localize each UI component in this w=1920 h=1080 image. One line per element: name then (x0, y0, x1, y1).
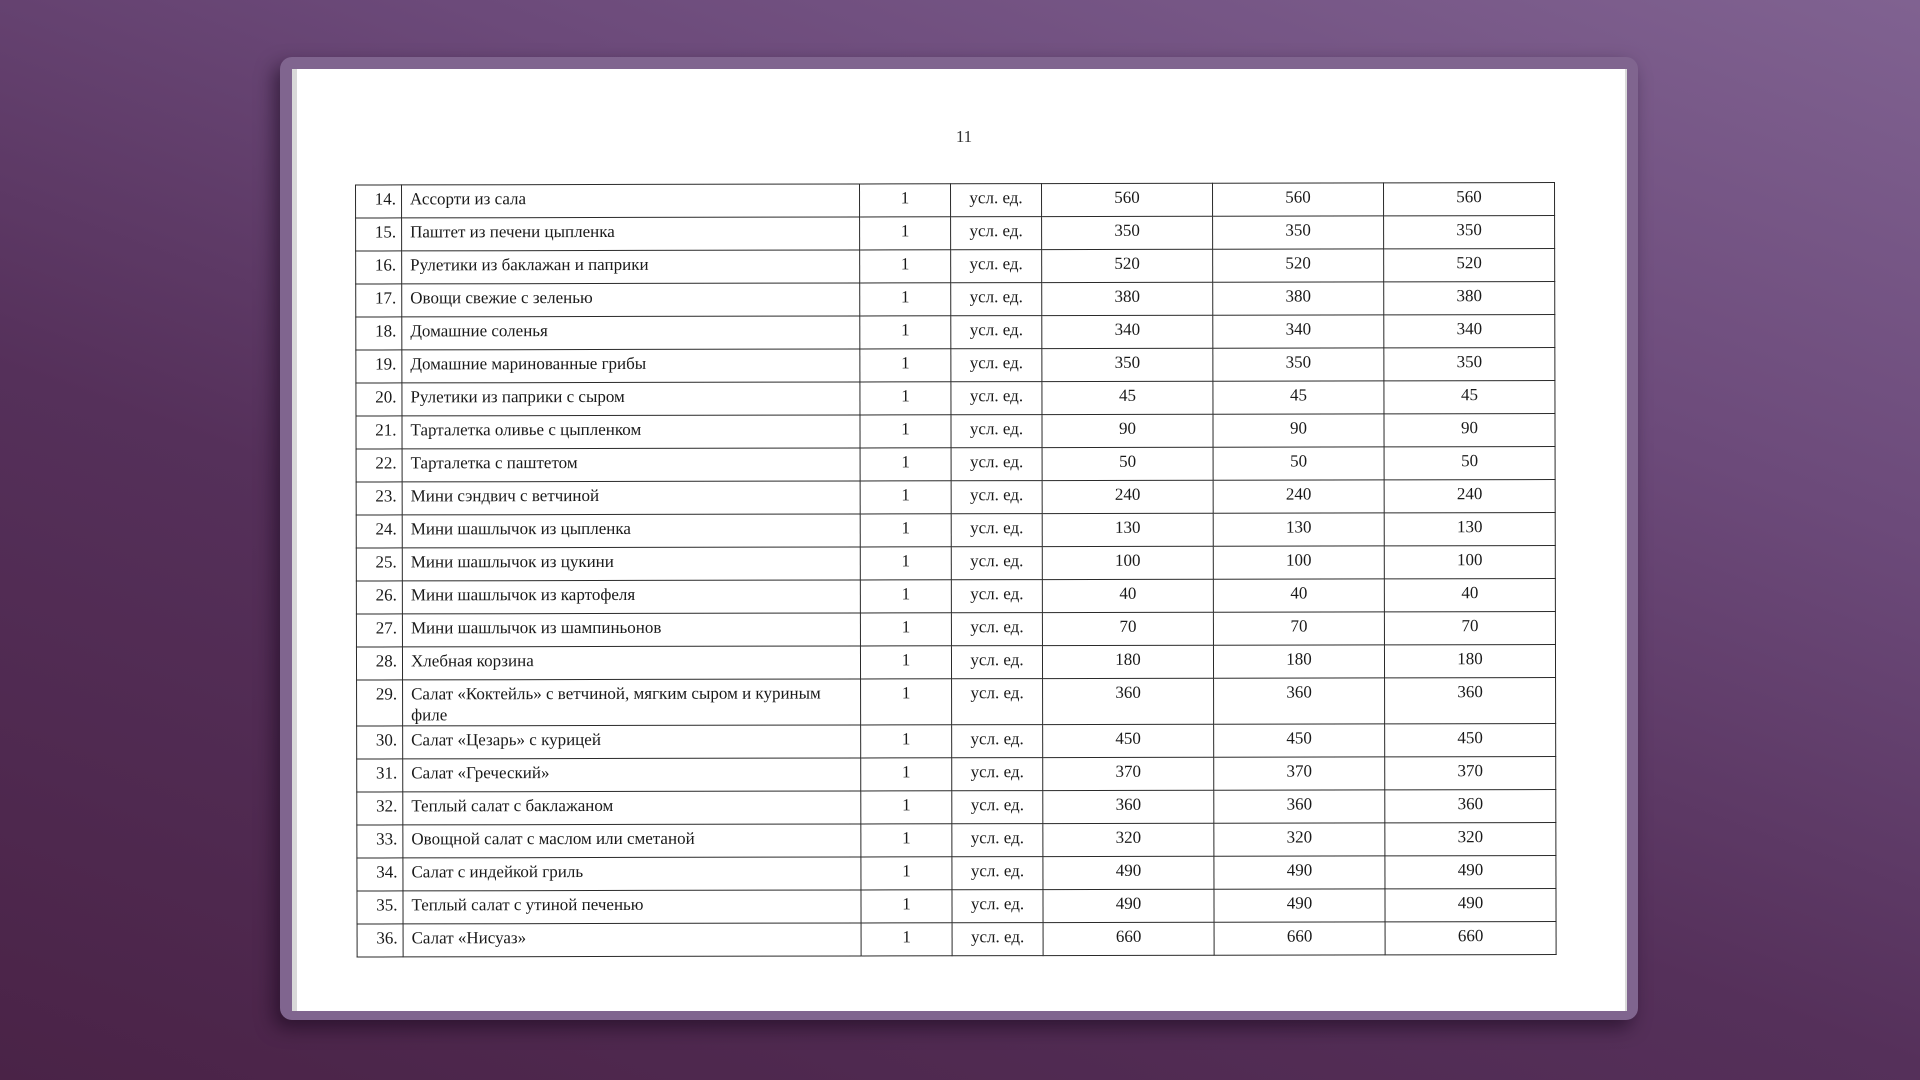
price-column-2: 70 (1213, 612, 1384, 645)
price-column-1: 350 (1042, 348, 1213, 381)
item-unit: усл. ед. (951, 415, 1042, 448)
table-row (357, 723, 1556, 759)
price-table-body (356, 183, 1557, 958)
price-column-1: 350 (1042, 216, 1213, 249)
price-column-2: 490 (1214, 856, 1385, 889)
item-quantity: 1 (861, 758, 952, 791)
item-quantity: 1 (860, 547, 951, 580)
item-name: Рулетики из паприки с сыром (402, 382, 860, 416)
item-quantity: 1 (860, 580, 951, 613)
price-column-2: 560 (1213, 183, 1384, 216)
price-column-1: 45 (1042, 381, 1213, 414)
item-quantity: 1 (860, 448, 951, 481)
item-name: Хлебная корзина (402, 646, 860, 680)
price-column-3: 50 (1384, 447, 1555, 480)
price-column-1: 40 (1042, 579, 1213, 612)
item-quantity: 1 (860, 316, 951, 349)
price-column-2: 360 (1214, 678, 1385, 724)
price-column-1: 180 (1042, 645, 1213, 678)
price-column-2: 40 (1213, 579, 1384, 612)
item-unit: усл. ед. (951, 481, 1042, 514)
table-row (356, 249, 1555, 285)
item-name: Салат с индейкой гриль (403, 857, 861, 891)
item-unit: усл. ед. (951, 283, 1042, 316)
item-unit: усл. ед. (951, 217, 1042, 250)
item-unit: усл. ед. (951, 250, 1042, 283)
row-number: 22. (356, 449, 402, 482)
row-number: 20. (356, 383, 402, 416)
table-row (356, 513, 1555, 549)
row-number: 24. (356, 515, 402, 548)
price-column-2: 320 (1214, 823, 1385, 856)
price-column-3: 340 (1384, 315, 1555, 348)
price-column-1: 90 (1042, 414, 1213, 447)
item-unit: усл. ед. (951, 448, 1042, 481)
item-quantity: 1 (860, 382, 951, 415)
price-column-2: 350 (1213, 348, 1384, 381)
price-column-3: 100 (1384, 546, 1555, 579)
item-name: Тарталетка с паштетом (402, 448, 860, 482)
row-number: 33. (357, 825, 403, 858)
price-column-1: 380 (1042, 282, 1213, 315)
item-quantity: 1 (860, 184, 951, 217)
item-unit: усл. ед. (951, 547, 1042, 580)
item-unit: усл. ед. (952, 890, 1043, 923)
row-number: 31. (357, 759, 403, 792)
table-row (357, 822, 1556, 858)
table-row (357, 756, 1556, 792)
table-row (356, 480, 1555, 516)
price-column-2: 490 (1214, 889, 1385, 922)
price-column-3: 520 (1384, 249, 1555, 282)
row-number: 36. (357, 924, 403, 957)
price-column-2: 340 (1213, 315, 1384, 348)
row-number: 29. (357, 680, 403, 726)
price-column-2: 370 (1214, 757, 1385, 790)
table-row (356, 348, 1555, 384)
table-row (356, 447, 1555, 483)
item-name: Тарталетка оливье с цыпленком (402, 415, 860, 449)
price-column-1: 130 (1042, 513, 1213, 546)
price-column-3: 320 (1385, 822, 1556, 855)
price-column-2: 450 (1214, 724, 1385, 757)
table-row (356, 414, 1555, 450)
price-column-3: 490 (1385, 888, 1556, 921)
page-number: 11 (955, 127, 973, 146)
price-column-2: 520 (1213, 249, 1384, 282)
item-unit: усл. ед. (952, 923, 1043, 956)
item-name: Салат «Цезарь» с курицей (403, 725, 861, 759)
row-number: 16. (356, 251, 402, 284)
item-name: Овощной салат с маслом или сметаной (403, 824, 861, 858)
row-number: 26. (356, 581, 402, 614)
item-name: Домашние маринованные грибы (402, 349, 860, 383)
item-quantity: 1 (861, 791, 952, 824)
price-column-2: 90 (1213, 414, 1384, 447)
table-row (357, 855, 1556, 891)
item-quantity: 1 (860, 481, 951, 514)
item-unit: усл. ед. (952, 725, 1043, 758)
price-column-1: 490 (1043, 889, 1214, 922)
item-unit: усл. ед. (952, 824, 1043, 857)
row-number: 30. (357, 726, 403, 759)
price-column-1: 560 (1042, 183, 1213, 216)
price-column-2: 240 (1213, 480, 1384, 513)
row-number: 35. (357, 891, 403, 924)
price-column-3: 240 (1384, 480, 1555, 513)
table-row (357, 677, 1556, 726)
price-column-1: 240 (1042, 480, 1213, 513)
row-number: 23. (356, 482, 402, 515)
table-row (357, 789, 1556, 825)
price-column-2: 380 (1213, 282, 1384, 315)
price-column-3: 560 (1384, 183, 1555, 216)
table-row (356, 579, 1555, 615)
price-column-1: 450 (1043, 724, 1214, 757)
price-column-2: 130 (1213, 513, 1384, 546)
row-number: 21. (356, 416, 402, 449)
row-number: 25. (356, 548, 402, 581)
table-row (356, 183, 1555, 219)
item-name: Мини сэндвич с ветчиной (402, 481, 860, 515)
price-column-2: 45 (1213, 381, 1384, 414)
row-number: 14. (356, 185, 402, 218)
row-number: 34. (357, 858, 403, 891)
item-name: Салат «Нисуаз» (403, 923, 861, 957)
item-name: Салат «Греческий» (403, 758, 861, 792)
item-name: Мини шашлычок из цыпленка (402, 514, 860, 548)
price-column-3: 490 (1385, 855, 1556, 888)
item-name: Теплый салат с баклажаном (403, 791, 861, 825)
row-number: 27. (356, 614, 402, 647)
item-unit: усл. ед. (951, 514, 1042, 547)
item-name: Ассорти из сала (402, 184, 860, 218)
table-row (356, 216, 1555, 252)
item-unit: усл. ед. (951, 382, 1042, 415)
item-unit: усл. ед. (952, 758, 1043, 791)
item-quantity: 1 (860, 250, 951, 283)
item-quantity: 1 (861, 890, 952, 923)
price-column-1: 660 (1043, 922, 1214, 955)
item-quantity: 1 (861, 824, 952, 857)
price-table (355, 182, 1557, 958)
table-row (356, 645, 1555, 681)
item-unit: усл. ед. (952, 791, 1043, 824)
item-quantity: 1 (860, 217, 951, 250)
item-unit: усл. ед. (952, 857, 1043, 890)
row-number: 15. (356, 218, 402, 251)
price-column-2: 180 (1213, 645, 1384, 678)
price-column-3: 660 (1385, 921, 1556, 954)
item-name: Теплый салат с утиной печенью (403, 890, 861, 924)
price-column-3: 90 (1384, 414, 1555, 447)
table-row (357, 921, 1556, 957)
item-quantity: 1 (860, 514, 951, 547)
table-row (356, 612, 1555, 648)
price-column-1: 320 (1043, 823, 1214, 856)
price-column-3: 380 (1384, 282, 1555, 315)
price-column-2: 660 (1214, 922, 1385, 955)
item-unit: усл. ед. (951, 613, 1042, 646)
item-name: Салат «Коктейль» с ветчиной, мягким сыром и куриным филе (403, 679, 861, 726)
price-column-3: 130 (1384, 513, 1555, 546)
item-unit: усл. ед. (951, 349, 1042, 382)
item-name: Мини шашлычок из цукини (402, 547, 860, 581)
item-unit: усл. ед. (951, 316, 1042, 349)
price-column-3: 450 (1385, 723, 1556, 756)
price-column-1: 360 (1043, 678, 1214, 724)
table-row (356, 381, 1555, 417)
item-unit: усл. ед. (951, 646, 1042, 679)
price-column-3: 370 (1385, 756, 1556, 789)
item-quantity: 1 (861, 857, 952, 890)
price-column-2: 100 (1213, 546, 1384, 579)
price-column-1: 490 (1043, 856, 1214, 889)
price-column-3: 70 (1384, 612, 1555, 645)
document-page (292, 69, 1627, 1011)
price-column-3: 45 (1384, 381, 1555, 414)
price-column-3: 40 (1384, 579, 1555, 612)
item-quantity: 1 (860, 415, 951, 448)
price-column-1: 50 (1042, 447, 1213, 480)
row-number: 19. (356, 350, 402, 383)
row-number: 28. (356, 647, 402, 680)
item-unit: усл. ед. (952, 679, 1043, 725)
item-quantity: 1 (860, 613, 951, 646)
price-column-2: 360 (1214, 790, 1385, 823)
item-name: Домашние соленья (402, 316, 860, 350)
item-quantity: 1 (861, 725, 952, 758)
price-column-3: 180 (1384, 645, 1555, 678)
item-quantity: 1 (861, 679, 952, 725)
table-row (356, 282, 1555, 318)
price-column-1: 100 (1042, 546, 1213, 579)
row-number: 32. (357, 792, 403, 825)
table-row (356, 546, 1555, 582)
item-quantity: 1 (861, 923, 952, 956)
item-quantity: 1 (860, 349, 951, 382)
price-column-1: 520 (1042, 249, 1213, 282)
price-column-3: 350 (1384, 348, 1555, 381)
table-row (357, 888, 1556, 924)
price-column-3: 360 (1385, 789, 1556, 822)
item-name: Овощи свежие с зеленью (402, 283, 860, 317)
price-column-3: 360 (1385, 677, 1556, 723)
price-column-1: 340 (1042, 315, 1213, 348)
item-name: Рулетики из баклажан и паприки (402, 250, 860, 284)
item-quantity: 1 (860, 646, 951, 679)
price-column-1: 370 (1043, 757, 1214, 790)
item-name: Мини шашлычок из картофеля (402, 580, 860, 614)
document-viewer-frame (280, 57, 1638, 1020)
item-name: Паштет из печени цыпленка (402, 217, 860, 251)
price-column-3: 350 (1384, 216, 1555, 249)
item-quantity: 1 (860, 283, 951, 316)
price-column-2: 50 (1213, 447, 1384, 480)
row-number: 17. (356, 284, 402, 317)
item-unit: усл. ед. (951, 184, 1042, 217)
price-column-1: 70 (1042, 612, 1213, 645)
item-unit: усл. ед. (951, 580, 1042, 613)
price-column-2: 350 (1213, 216, 1384, 249)
table-row (356, 315, 1555, 351)
row-number: 18. (356, 317, 402, 350)
price-column-1: 360 (1043, 790, 1214, 823)
item-name: Мини шашлычок из шампиньонов (402, 613, 860, 647)
